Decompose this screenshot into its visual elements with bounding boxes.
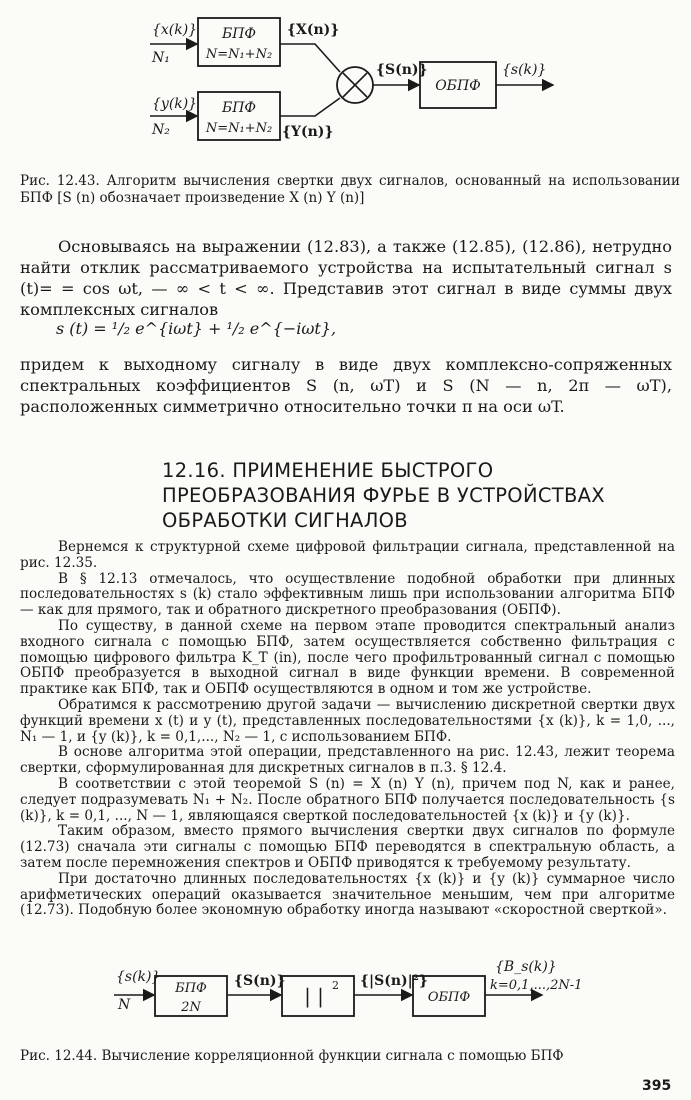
figure-12-43-caption: Рис. 12.43. Алгоритм вычисления свертки двух сигналов, основанный на использовании БПФ [S (n) обозначает произведение X (n) Y (n)] bbox=[20, 173, 680, 206]
section-body bbox=[20, 540, 675, 919]
fft-block-1-param: N=N₁+N₂ bbox=[205, 47, 273, 62]
paragraph-output-coefficients: придем к выходному сигналу в виде двух комплексно-сопряженных спектральных коэффициентов S (n, ωT) и S (N — n, 2π — ωT), расположенных симметрично относительно точки π на оси ωT. bbox=[20, 355, 672, 416]
input2-label: {y(k)} bbox=[152, 96, 198, 112]
body-paragraph: Обратимся к рассмотрению другой задачи — вычислению дискретной свертки двух функций времени x (t) и y (t), представленных последовательностями {x (k)}, k = 1,0, ..., N₁ — 1, и {y (k)}, k = 0,1,..., N₂ — 1, с использованием БПФ. bbox=[20, 696, 675, 745]
body-paragraph: При достаточно длинных последовательностях {x (k)} и {y (k)} суммарное число арифметических операций оказывается значительное меньшим, чем при алгоритме (12.73). Подобную более экономную обработку иногда называют «скоростной сверткой». bbox=[20, 870, 675, 919]
figure-12-44-caption: Рис. 12.44. Вычисление корреляционной функции сигнала с помощью БПФ bbox=[20, 1048, 564, 1064]
body-paragraph: В соответствии с этой теоремой S (n) = X (n) Y (n), причем под N, как и ранее, следует подразумевать N₁ + N₂. После обратного БПФ получается последовательность {s (k)}, k = 0,1, ..., N — 1, являющаяся сверткой последовательностей {x (k)} и {y (k)}. bbox=[20, 775, 675, 824]
section-heading-line-3: ОБРАБОТКИ СИГНАЛОВ bbox=[162, 509, 408, 532]
input2-length: N₂ bbox=[152, 122, 170, 138]
input1-length: N₁ bbox=[152, 50, 170, 66]
figure-12-44-diagram bbox=[110, 957, 600, 1027]
section-heading bbox=[162, 458, 662, 533]
fft-block-2-name: БПФ bbox=[221, 100, 257, 116]
output-x-label: {X(n)} bbox=[287, 22, 340, 38]
fig2-input-label: {s(k)} bbox=[116, 969, 161, 985]
body-paragraph: По существу, в данной схеме на первом этапе проводится спектральный анализ входного сигнала с помощью БПФ, затем осуществляется собственно фильтрация с помощью цифрового фильтра K_T (in), после чего профильтрованный сигнал с помощью ОБПФ преобразуется в выходной сигнал в виде функции времени. В современной практике как БПФ, так и ОБПФ осуществляются в одном и том же устройстве. bbox=[20, 617, 675, 698]
page-number: 395 bbox=[642, 1078, 672, 1094]
body-paragraph: Таким образом, вместо прямого вычисления свертки двух сигналов по формуле (12.73) сначала эти сигналы с помощью БПФ переводятся в спектральную область, а затем после перемножения спектров и ОБПФ приводятся к требуемому результату. bbox=[20, 823, 675, 871]
fig2-spectrum-label: {S(n)} bbox=[234, 973, 286, 989]
fig2-output-label: {B_s(k)} bbox=[495, 959, 557, 975]
section-heading-line-2: ПРЕОБРАЗОВАНИЯ ФУРЬЕ В УСТРОЙСТВАХ bbox=[162, 484, 605, 507]
fig2-power-spectrum-label: {|S(n)|²} bbox=[360, 973, 428, 989]
fig2-output-range: k=0,1,...,2N-1 bbox=[490, 978, 583, 993]
fft-block-1-name: БПФ bbox=[221, 26, 257, 42]
body-paragraph: В § 12.13 отмечалось, что осуществление подобной обработки при длинных последовательностях s (k) стало эффективным лишь при использовании алгоритма БПФ — как для прямого, так и обратного дискретного преобразования (ОБПФ). bbox=[20, 570, 675, 619]
fft-block-2-param: N=N₁+N₂ bbox=[205, 121, 273, 136]
paragraph-response: Основываясь на выражении (12.83), а также (12.85), (12.86), нетрудно найти отклик рассматриваемого устройства на испытательный сигнал s (t)= = cos ωt, — ∞ < t < ∞. Представив этот сигнал в виде суммы двух комплексных сигналов bbox=[20, 237, 672, 319]
fig2-ifft-name: ОБПФ bbox=[427, 990, 471, 1005]
fig2-input-length: N bbox=[118, 997, 131, 1013]
fig2-modulus-exponent: 2 bbox=[332, 979, 339, 992]
final-output-label: {s(k)} bbox=[502, 62, 547, 78]
multiplier-output-label: {S(n)} bbox=[376, 62, 428, 78]
body-paragraph: В основе алгоритма этой операции, представленного на рис. 12.43, лежит теорема свертки, сформулированная для дискретных сигналов в п.3. § 12.4. bbox=[20, 744, 675, 777]
figure-12-43-diagram bbox=[140, 12, 560, 147]
output-y-label: {Y(n)} bbox=[282, 124, 334, 140]
fig2-fft-param: 2N bbox=[181, 1000, 201, 1015]
formula-cos-decomposition: s (t) = ¹/₂ e^{iωt} + ¹/₂ e^{−iωt}, bbox=[56, 319, 337, 338]
input1-label: {x(k)} bbox=[152, 22, 198, 38]
ifft-block-name: ОБПФ bbox=[435, 78, 481, 94]
body-paragraph: Вернемся к структурной схеме цифровой фильтрации сигнала, представленной на рис. 12.35. bbox=[20, 539, 675, 571]
fig2-fft-name: БПФ bbox=[175, 981, 207, 996]
fig2-modulus-symbol: | | bbox=[304, 984, 324, 1008]
section-heading-line-1: 12.16. ПРИМЕНЕНИЕ БЫСТРОГО bbox=[162, 459, 494, 482]
